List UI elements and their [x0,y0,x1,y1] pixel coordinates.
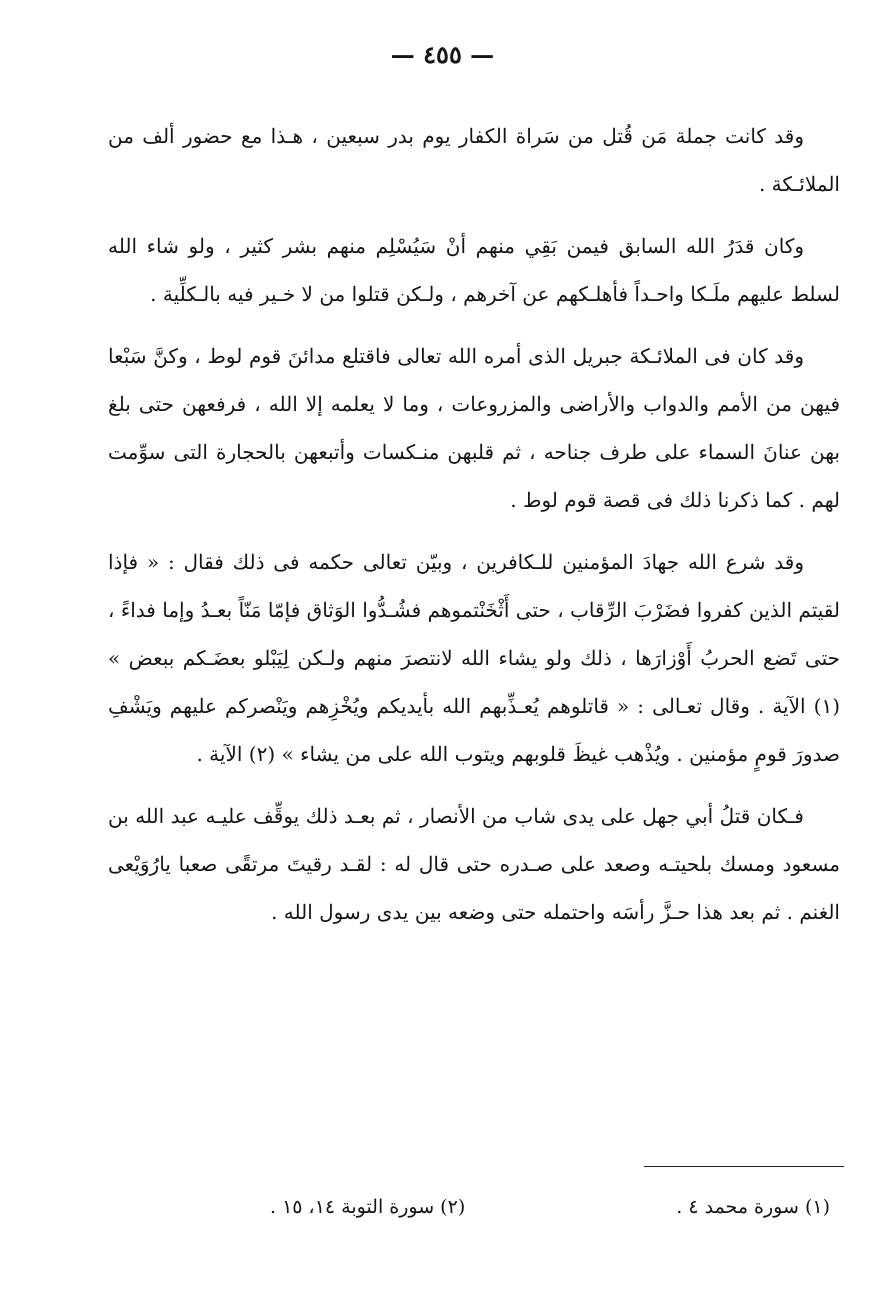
paragraph-1: وقد كانت جملة مَن قُتل من سَراة الكفار يوم بدر سبعين ، هـذا مع حضور ألف من الملائـكة . [108,124,840,196]
footnotes [270,1196,830,1218]
paragraph-4: وقد شرع الله جهادَ المؤمنين للـكافرين ، وبيّن تعالى حكمه فى ذلك فقال : « فإذا لقيتم الذين كفروا فضَرْبَ الرِّقاب ، حتى أَثْخَنْتموهم فشُـدُّوا الوَثاق فإمّا مَنّاً بعـدُ وإما فداءً ، حتى تَضع الحربُ أَوْزارَها ، ذلك ولو يشاء الله لانتصرَ منهم ولـكن لِيَبْلو بعضَـكم ببعض » (١) الآية . وقال تعـالى : « قاتلوهم يُعـذِّبهم الله بأيديكم ويُخْزِهم ويَنْصركم عليهم ويَشْفِ صدورَ قومٍ مؤمنين . ويُذْهب غيظَ قلوبهم ويتوب الله على من يشاء » (٢) الآية . [108,550,840,766]
main-text [108,112,840,950]
page-number: — ٤٥٥ — [390,40,495,69]
paragraph-5: فـكان قتلُ أبي جهل على يدى شاب من الأنصار ، ثم بعـد ذلك يوقِّف عليـه عبد الله بن مسعود ومسك بلحيتـه وصعد على صـدره حتى قال له : لقـد رقيتَ مرتقًى صعبا يارُوَيْعى الغنم . ثم بعد هذا حـزَّ رأسَه واحتمله حتى وضعه بين يدى رسول الله . [108,804,840,924]
paragraph-3: وقد كان فى الملائـكة جبريل الذى أمره الله تعالى فاقتلع مدائنَ قوم لوط ، وكنَّ سَبْعا فيهن من الأمم والدواب والأراضى والمزروعات ، وما لا يعلمه إلا الله ، فرفعهن حتى بلغ بهن عنانَ السماء على طرف جناحه ، ثم قلبهن منـكسات وأتبعهن بالحجارة التى سوِّمت لهم . كما ذكرنا ذلك فى قصة قوم لوط . [108,344,840,512]
footnote-divider [644,1166,844,1167]
paragraph-2: وكان قدَرُ الله السابق فيمن بَقِي منهم أنْ سَيُسْلِم منهم بشر كثير ، ولو شاء الله لسلط عليهم ملَـكا واحـداً فأهلـكهم عن آخرهم ، ولـكن قتلوا من لا خـير فيه بالـكلِّية . [108,234,840,306]
footnote-2: (٢) سورة التوبة ١٤، ١٥ . [270,1196,466,1218]
footnote-1: (١) سورة محمد ٤ . [676,1196,830,1218]
